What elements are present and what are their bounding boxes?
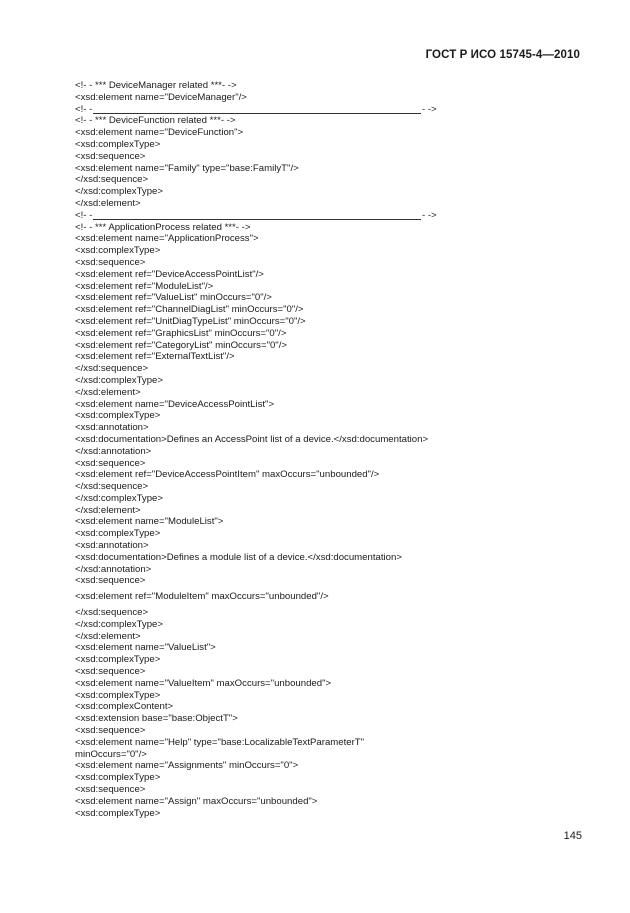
separator-rule bbox=[93, 219, 421, 220]
code-line: <xsd:element ref="ModuleItem" maxOccurs="unbounded"/> bbox=[75, 591, 329, 603]
code-line: <!- - *** DeviceManager related ***- -> bbox=[75, 80, 237, 91]
code-line: <xsd:annotation> bbox=[75, 540, 149, 552]
code-line: </xsd:element> bbox=[75, 630, 141, 642]
code-line: <xsd:element ref="DeviceAccessPointItem" maxOccurs="unbounded"/> bbox=[75, 469, 380, 481]
separator-end: - -> bbox=[422, 103, 437, 115]
code-line: <!- - *** ApplicationProcess related ***- -> bbox=[75, 221, 251, 233]
code-line: <xsd:sequence> bbox=[75, 256, 146, 268]
code-line: </xsd:complexType> bbox=[75, 618, 163, 630]
code-line: <xsd:complexType> bbox=[75, 654, 161, 666]
code-line: </xsd:element> bbox=[75, 197, 141, 209]
code-line: <xsd:complexType> bbox=[75, 772, 161, 784]
page-number: 145 bbox=[563, 830, 582, 842]
separator-start: <!- - bbox=[75, 209, 93, 221]
xsd-code-block bbox=[75, 80, 555, 819]
code-line: <xsd:complexType> bbox=[75, 245, 161, 257]
code-line: <xsd:element name="Help" type="base:LocalizableTextParameterT" bbox=[75, 736, 365, 748]
code-line: <xsd:documentation>Defines a module list of a device.</xsd:documentation> bbox=[75, 551, 402, 563]
code-line: <xsd:complexType> bbox=[75, 528, 161, 540]
code-line: <xsd:element name="ValueList"> bbox=[75, 642, 216, 654]
code-line: <xsd:element name="ApplicationProcess"> bbox=[75, 233, 259, 245]
code-line: </xsd:element> bbox=[75, 386, 141, 398]
code-line: <xsd:element ref="ExternalTextList"/> bbox=[75, 351, 235, 363]
code-line: <xsd:element name="Family" type="base:FamilyT"/> bbox=[75, 162, 299, 174]
code-line: <xsd:element ref="ModuleList"/> bbox=[75, 280, 214, 292]
code-line: <xsd:element ref="GraphicsList" minOccurs="0"/> bbox=[75, 327, 287, 339]
comment-separator-line bbox=[75, 104, 555, 116]
code-line: <xsd:element name="DeviceManager"/> bbox=[75, 91, 247, 103]
code-line: <xsd:element ref="CategoryList" minOccurs="0"/> bbox=[75, 339, 287, 351]
code-line: </xsd:annotation> bbox=[75, 445, 152, 457]
code-line: <xsd:element ref="ValueList" minOccurs="0"/> bbox=[75, 292, 272, 304]
code-line: </xsd:sequence> bbox=[75, 481, 149, 493]
code-line: <!- - *** DeviceFunction related ***- -> bbox=[75, 115, 236, 127]
code-line: <xsd:element ref="UnitDiagTypeList" minOccurs="0"/> bbox=[75, 315, 306, 327]
code-line: </xsd:sequence> bbox=[75, 363, 149, 375]
code-line: <xsd:sequence> bbox=[75, 457, 146, 469]
separator-rule bbox=[93, 113, 421, 114]
code-line: <xsd:sequence> bbox=[75, 725, 146, 737]
code-line: <xsd:sequence> bbox=[75, 575, 146, 587]
code-line: <xsd:element name="DeviceFunction"> bbox=[75, 127, 244, 139]
code-line: <xsd:element name="Assign" maxOccurs="unbounded"> bbox=[75, 795, 318, 807]
code-line: <xsd:element ref="ChannelDiagList" minOccurs="0"/> bbox=[75, 304, 304, 316]
code-line: <xsd:documentation>Defines an AccessPoint list of a device.</xsd:documentation> bbox=[75, 433, 429, 445]
code-line: </xsd:element> bbox=[75, 504, 141, 516]
code-line: </xsd:complexType> bbox=[75, 186, 163, 198]
code-line: <xsd:complexType> bbox=[75, 689, 161, 701]
code-line: <xsd:element name="DeviceAccessPointList"> bbox=[75, 398, 275, 410]
code-line: </xsd:sequence> bbox=[75, 174, 149, 186]
code-line: <xsd:annotation> bbox=[75, 422, 149, 434]
separator-start: <!- - bbox=[75, 103, 93, 115]
code-line: </xsd:complexType> bbox=[75, 492, 163, 504]
code-line: minOccurs="0"/> bbox=[75, 748, 147, 760]
code-line: <xsd:sequence> bbox=[75, 666, 146, 678]
standard-code-header: ГОСТ Р ИСО 15745-4—2010 bbox=[425, 49, 580, 61]
code-line: <xsd:extension base="base:ObjectT"> bbox=[75, 713, 238, 725]
code-line: <xsd:sequence> bbox=[75, 784, 146, 796]
code-line: </xsd:sequence> bbox=[75, 607, 149, 619]
code-line: </xsd:complexType> bbox=[75, 374, 163, 386]
code-line: <xsd:complexType> bbox=[75, 410, 161, 422]
code-line: <xsd:element name="ValueItem" maxOccurs="unbounded"> bbox=[75, 677, 332, 689]
code-line: <xsd:complexType> bbox=[75, 807, 161, 819]
comment-separator-line bbox=[75, 210, 555, 222]
code-line: <xsd:element name="Assignments" minOccurs="0"> bbox=[75, 760, 299, 772]
code-line: <xsd:complexContent> bbox=[75, 701, 174, 713]
separator-end: - -> bbox=[422, 209, 437, 221]
code-line: <xsd:element ref="DeviceAccessPointList"/> bbox=[75, 268, 264, 280]
code-line: </xsd:annotation> bbox=[75, 563, 152, 575]
code-line: <xsd:complexType> bbox=[75, 138, 161, 150]
code-line: <xsd:sequence> bbox=[75, 150, 146, 162]
code-line: <xsd:element name="ModuleList"> bbox=[75, 516, 224, 528]
